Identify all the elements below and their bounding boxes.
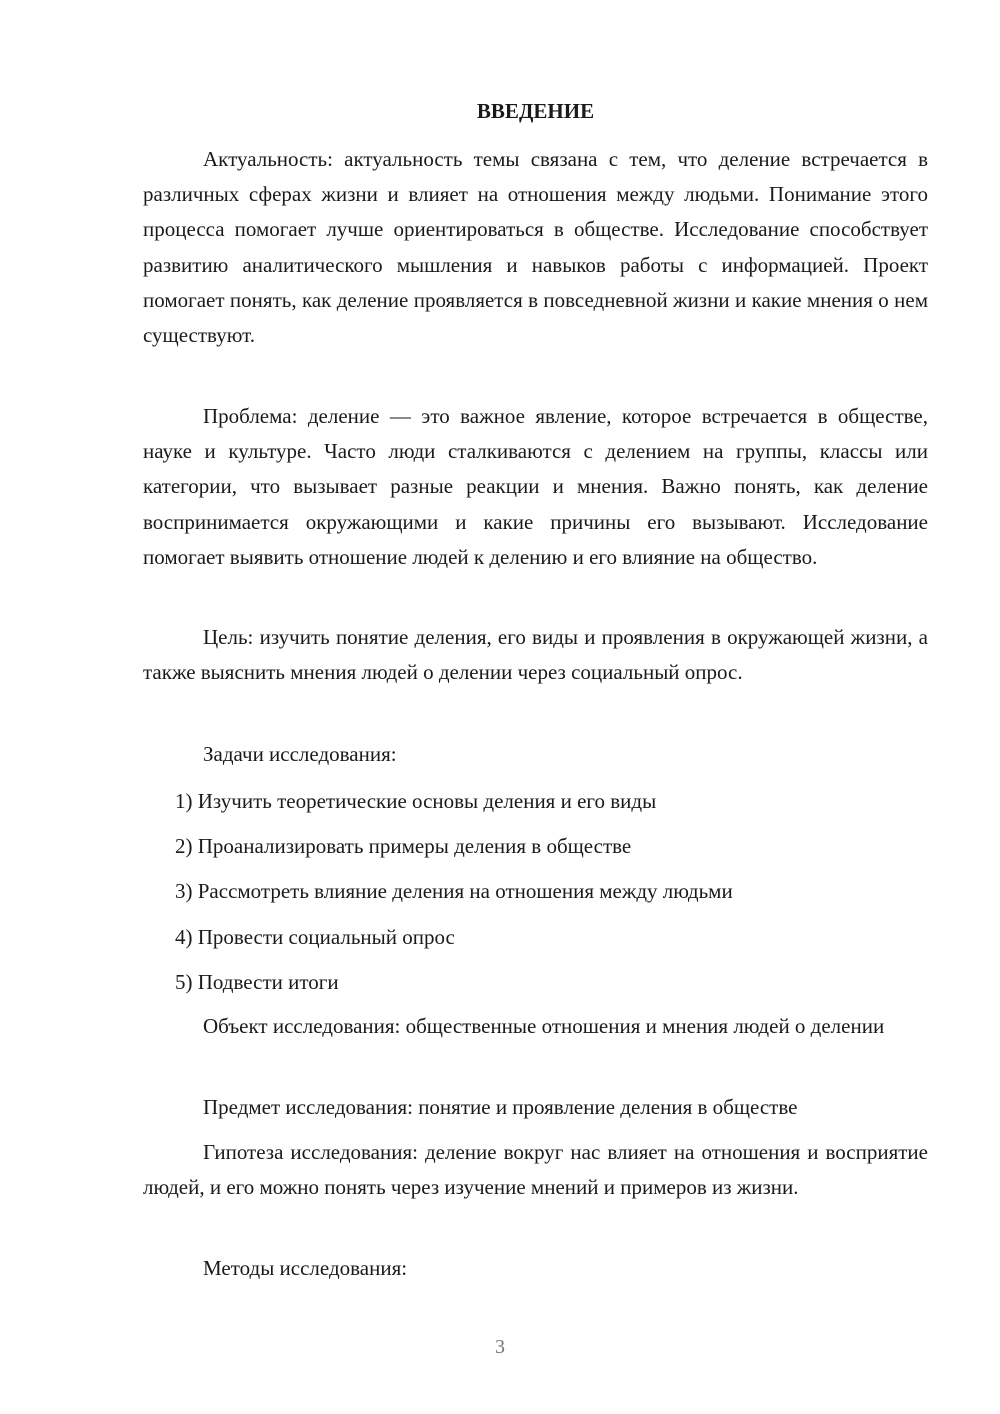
task-item: 2) Проанализировать примеры деления в обществе	[175, 834, 632, 859]
task-item: 3) Рассмотреть влияние деления на отношения между людьми	[175, 879, 733, 904]
tasks-heading: Задачи исследования:	[203, 742, 397, 766]
relevance-paragraph: Актуальность: актуальность темы связана с тем, что деление встречается в различных сферах жизни и влияет на отношения между людьми. Понимание этого процесса помогает лучше ориентироваться в обществе. Исследование способствует развитию аналитического мышления и навыков работы с информацией. Проект помогает понять, как деление проявляется в повседневной жизни и какие мнения о нем существуют.	[143, 147, 928, 348]
task-item: 5) Подвести итоги	[175, 969, 339, 994]
subject-paragraph: Предмет исследования: понятие и проявление деления в обществе	[203, 1095, 798, 1119]
object-paragraph: Объект исследования: общественные отношения и мнения людей о делении	[203, 1014, 885, 1038]
problem-paragraph: Проблема: деление — это важное явление, которое встречается в обществе, науке и культуре. Часто люди сталкиваются с делением на группы, классы или категории, что вызывает разные реакции и мнения. Важно понять, как деление воспринимается окружающими и какие причины его вызывают. Исследование помогает выявить отношение людей к делению и его влияние на общество.	[143, 404, 928, 569]
tasks-list	[175, 784, 733, 1010]
task-item: 4) Провести социальный опрос	[175, 924, 455, 949]
goal-paragraph: Цель: изучить понятие деления, его виды и проявления в окружающей жизни, а также выяснить мнения людей о делении через социальный опрос.	[143, 625, 928, 685]
methods-heading: Методы исследования:	[203, 1256, 408, 1280]
task-item: 1) Изучить теоретические основы деления и его виды	[175, 789, 657, 813]
page-title: ВВЕДЕНИЕ	[476, 99, 595, 123]
page-number: 3	[495, 1336, 505, 1358]
hypothesis-paragraph: Гипотеза исследования: деление вокруг нас влияет на отношения и восприятие людей, и его можно понять через изучение мнений и примеров из жизни.	[143, 1140, 928, 1200]
